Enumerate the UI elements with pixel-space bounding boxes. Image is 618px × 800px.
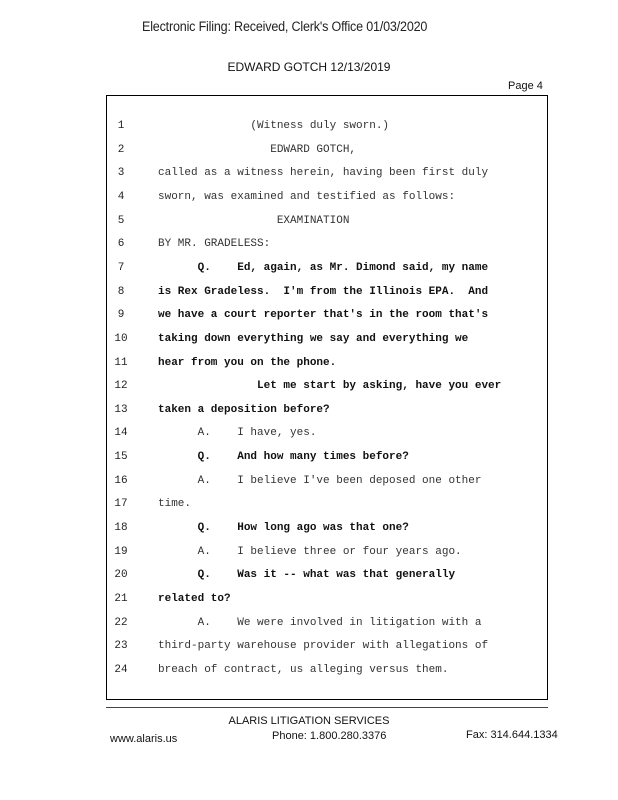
line-number: 15 [114, 451, 128, 463]
transcript-frame [106, 95, 548, 700]
transcript-line-text: Q. And how many times before? [158, 451, 409, 463]
line-number: 20 [114, 569, 128, 581]
line-number: 2 [117, 144, 125, 156]
line-number: 23 [114, 640, 128, 652]
transcript-line-text: called as a witness herein, having been first duly [158, 167, 489, 179]
page-header-title: EDWARD GOTCH 12/13/2019 [227, 60, 391, 74]
line-number: 22 [114, 617, 128, 629]
transcript-line-text: Q. Was it -- what was that generally [158, 569, 456, 581]
transcript-line-text: (Witness duly sworn.) [158, 120, 390, 132]
line-number: 9 [117, 309, 125, 321]
transcript-line-text: EXAMINATION [158, 215, 350, 227]
transcript-line-text: breach of contract, us alleging versus them. [158, 664, 449, 676]
transcript-line-text: hear from you on the phone. [158, 357, 337, 369]
line-number: 16 [114, 475, 128, 487]
line-number: 21 [114, 593, 128, 605]
line-number: 10 [114, 333, 128, 345]
line-number: 18 [114, 522, 128, 534]
transcript-line-text: related to? [158, 593, 231, 605]
transcript-line-text: A. I have, yes. [158, 427, 317, 439]
transcript-line-text: BY MR. GRADELESS: [158, 238, 271, 250]
line-number: 8 [117, 286, 125, 298]
line-number: 4 [117, 191, 125, 203]
transcript-line-text: A. I believe three or four years ago. [158, 546, 462, 558]
line-number: 1 [117, 120, 125, 132]
line-number: 6 [117, 238, 125, 250]
transcript-line-text: Let me start by asking, have you ever [158, 380, 502, 392]
line-number: 19 [114, 546, 128, 558]
line-number: 7 [117, 262, 125, 274]
transcript-line-text: A. We were involved in litigation with a [158, 617, 482, 629]
line-number: 3 [117, 167, 125, 179]
transcript-line-text: Q. How long ago was that one? [158, 522, 409, 534]
line-number: 24 [114, 664, 128, 676]
transcript-line-text: time. [158, 498, 192, 510]
transcript-line-text: we have a court reporter that's in the room that's [158, 309, 489, 321]
filing-stamp: Electronic Filing: Received, Clerk's Office 01/03/2020 [142, 19, 428, 34]
transcript-line-text: A. I believe I've been deposed one other [158, 475, 482, 487]
transcript-line-text: taken a deposition before? [158, 404, 330, 416]
transcript-line-text: EDWARD GOTCH, [158, 144, 357, 156]
transcript-line-text: Q. Ed, again, as Mr. Dimond said, my name [158, 262, 489, 274]
page-number: Page 4 [508, 80, 543, 92]
line-number: 5 [117, 215, 125, 227]
footer-fax: Fax: 314.644.1334 [466, 729, 558, 741]
line-number: 13 [114, 404, 128, 416]
footer-divider [106, 707, 548, 708]
line-number: 14 [114, 427, 128, 439]
footer-phone: Phone: 1.800.280.3376 [272, 730, 387, 742]
footer-company: ALARIS LITIGATION SERVICES [228, 715, 390, 727]
line-number: 11 [114, 357, 128, 369]
transcript-line-text: third-party warehouse provider with allegations of [158, 640, 489, 652]
footer-website[interactable]: www.alaris.us [110, 733, 178, 745]
transcript-line-text: taking down everything we say and everything we [158, 333, 469, 345]
transcript-line-text: sworn, was examined and testified as follows: [158, 191, 456, 203]
line-number: 12 [114, 380, 128, 392]
line-number: 17 [114, 498, 128, 510]
transcript-line-text: is Rex Gradeless. I'm from the Illinois EPA. And [158, 286, 489, 298]
